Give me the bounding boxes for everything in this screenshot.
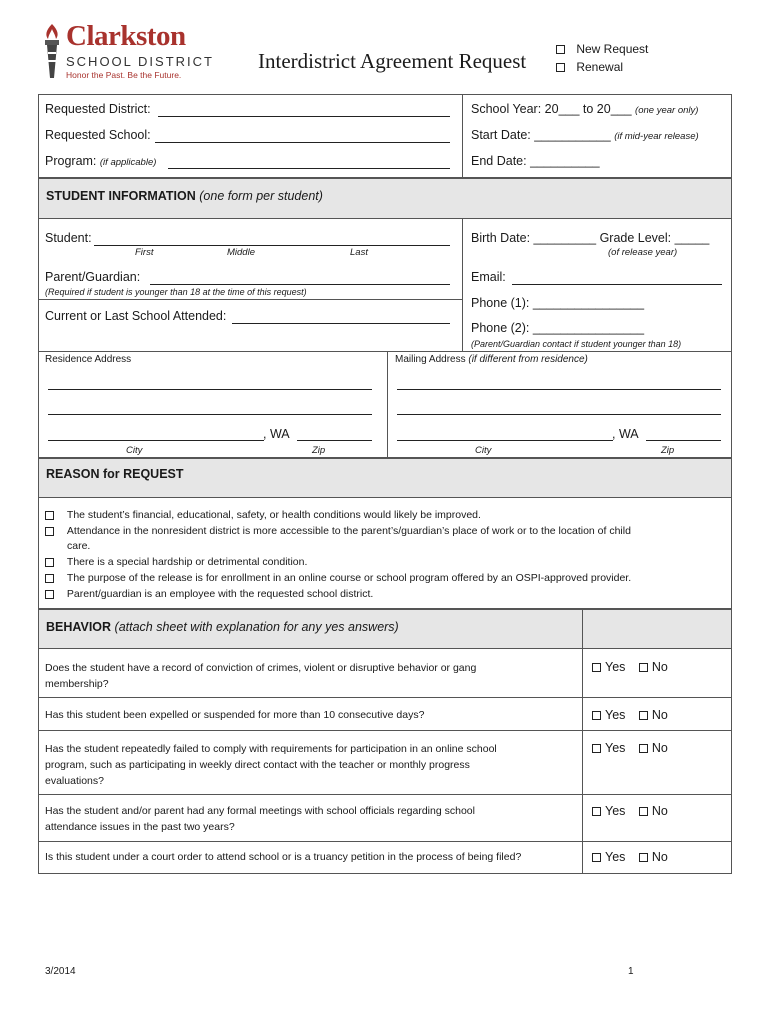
reason-2-label-cont: care. — [67, 540, 91, 552]
mailing-label: Mailing Address (if different from residence) — [395, 354, 588, 365]
reason-2-label: Attendance in the nonresident district is more accessible to the parent’s/guardian’s place of work or to the location of child — [66, 525, 631, 537]
page-title: Interdistrict Agreement Request — [258, 49, 527, 73]
end-date-field[interactable]: End Date: __________ — [471, 154, 600, 168]
q5-yes-label: Yes — [605, 850, 626, 864]
behavior-q1: Does the student have a record of conviction of crimes, violent or disruptive behavior or gang membership? — [45, 662, 477, 690]
program-field[interactable] — [168, 168, 450, 169]
q4-yes-checkbox[interactable] — [592, 807, 601, 816]
reason-2-checkbox[interactable] — [45, 527, 54, 536]
mailing-line-2[interactable] — [397, 414, 721, 415]
reason-heading: REASON for REQUEST — [46, 467, 184, 481]
behavior-q5: Is this student under a court order to attend school or is a truancy petition in the process of being filed? — [45, 851, 522, 863]
contact-note: (Parent/Guardian contact if student younger than 18) — [471, 339, 682, 349]
logo-district: SCHOOL DISTRICT — [66, 54, 214, 69]
residence-line-2[interactable] — [48, 414, 372, 415]
first-label: First — [135, 247, 154, 258]
torch-icon — [40, 22, 64, 82]
logo — [40, 22, 230, 84]
residence-zip-field[interactable] — [297, 440, 372, 441]
q1-no-checkbox[interactable] — [639, 663, 648, 672]
reason-1-checkbox[interactable] — [45, 511, 54, 520]
page-number: 1 — [628, 966, 634, 977]
mailing-zip-label: Zip — [661, 445, 675, 456]
program-label: Program: (if applicable) — [45, 154, 157, 168]
parent-note: (Required if student is younger than 18 at the time of this request) — [45, 287, 307, 297]
q1-yes-label: Yes — [605, 660, 626, 674]
current-school-label: Current or Last School Attended: — [45, 309, 227, 323]
mailing-line-1[interactable] — [397, 389, 721, 390]
residence-label: Residence Address — [45, 354, 132, 365]
school-year-field[interactable]: School Year: 20___ to 20___ (one year only) — [471, 102, 699, 116]
footer-date: 3/2014 — [45, 966, 76, 977]
mailing-wa: , WA — [612, 427, 639, 441]
residence-city-field[interactable] — [48, 440, 264, 441]
new-request-label: New Request — [576, 42, 649, 56]
mailing-city-label: City — [475, 445, 492, 456]
reason-1-label: The student’s financial, educational, safety, or health conditions would likely be improved. — [66, 509, 481, 521]
behavior-q3: Has the student repeatedly failed to comply with requirements for participation in an online school program, such as participating in weekly direct contact with the teacher or monthly progress evaluations? — [45, 743, 497, 787]
q5-no-checkbox[interactable] — [639, 853, 648, 862]
student-label: Student: — [45, 231, 92, 245]
requested-school-field[interactable] — [155, 142, 450, 143]
middle-label: Middle — [227, 247, 255, 258]
residence-city-label: City — [126, 445, 143, 456]
birth-grade-field[interactable]: Birth Date: _________ Grade Level: _____ — [471, 231, 710, 245]
q3-yes-label: Yes — [605, 741, 626, 755]
q2-yes-checkbox[interactable] — [592, 711, 601, 720]
q4-no-label: No — [651, 804, 668, 818]
current-school-field[interactable] — [232, 323, 450, 324]
behavior-q2: Has this student been expelled or suspended for more than 10 consecutive days? — [45, 709, 425, 721]
residence-line-1[interactable] — [48, 389, 372, 390]
mailing-city-field[interactable] — [397, 440, 613, 441]
q5-no-label: No — [651, 850, 668, 864]
q2-yes-label: Yes — [605, 708, 626, 722]
q2-no-label: No — [651, 708, 668, 722]
q5-yes-checkbox[interactable] — [592, 853, 601, 862]
residence-zip-label: Zip — [312, 445, 326, 456]
renewal-checkbox[interactable] — [556, 63, 565, 72]
phone1-field[interactable]: Phone (1): ________________ — [471, 296, 645, 310]
student-info-heading: STUDENT INFORMATION (one form per student) — [46, 189, 323, 203]
parent-field[interactable] — [150, 284, 450, 285]
q3-yes-checkbox[interactable] — [592, 744, 601, 753]
start-date-field[interactable]: Start Date: ___________ (if mid-year release) — [471, 128, 699, 142]
parent-label: Parent/Guardian: — [45, 270, 141, 284]
q2-no-checkbox[interactable] — [639, 711, 648, 720]
reason-4-checkbox[interactable] — [45, 574, 54, 583]
q4-yes-label: Yes — [605, 804, 626, 818]
requested-school-label: Requested School: — [45, 128, 151, 142]
behavior-q4: Has the student and/or parent had any formal meetings with school officials regarding school attendance issues in the past two years? — [45, 805, 475, 833]
residence-wa: , WA — [263, 427, 290, 441]
q1-yes-checkbox[interactable] — [592, 663, 601, 672]
q3-no-label: No — [651, 741, 668, 755]
behavior-heading: BEHAVIOR (attach sheet with explanation for any yes answers) — [46, 620, 399, 634]
logo-tagline: Honor the Past. Be the Future. — [66, 70, 182, 80]
requested-district-field[interactable] — [158, 116, 450, 117]
reason-3-checkbox[interactable] — [45, 558, 54, 567]
email-field[interactable] — [512, 284, 722, 285]
release-note: (of release year) — [608, 247, 678, 258]
q3-no-checkbox[interactable] — [639, 744, 648, 753]
reason-3-label: There is a special hardship or detrimental condition. — [66, 556, 308, 568]
reason-5-label: Parent/guardian is an employee with the requested school district. — [66, 588, 374, 600]
logo-name: Clarkston — [66, 20, 186, 52]
reason-4-label: The purpose of the release is for enrollment in an online course or school program offered by an OSPI-approved provider. — [66, 572, 632, 584]
q1-no-label: No — [651, 660, 668, 674]
new-request-checkbox[interactable] — [556, 45, 565, 54]
q4-no-checkbox[interactable] — [639, 807, 648, 816]
mailing-zip-field[interactable] — [646, 440, 721, 441]
phone2-field[interactable]: Phone (2): ________________ — [471, 321, 645, 335]
reason-5-checkbox[interactable] — [45, 590, 54, 599]
renewal-label: Renewal — [576, 60, 624, 74]
requested-district-label: Requested District: — [45, 102, 151, 116]
email-label: Email: — [471, 270, 506, 284]
last-label: Last — [350, 247, 368, 258]
student-name-field[interactable] — [94, 245, 450, 246]
